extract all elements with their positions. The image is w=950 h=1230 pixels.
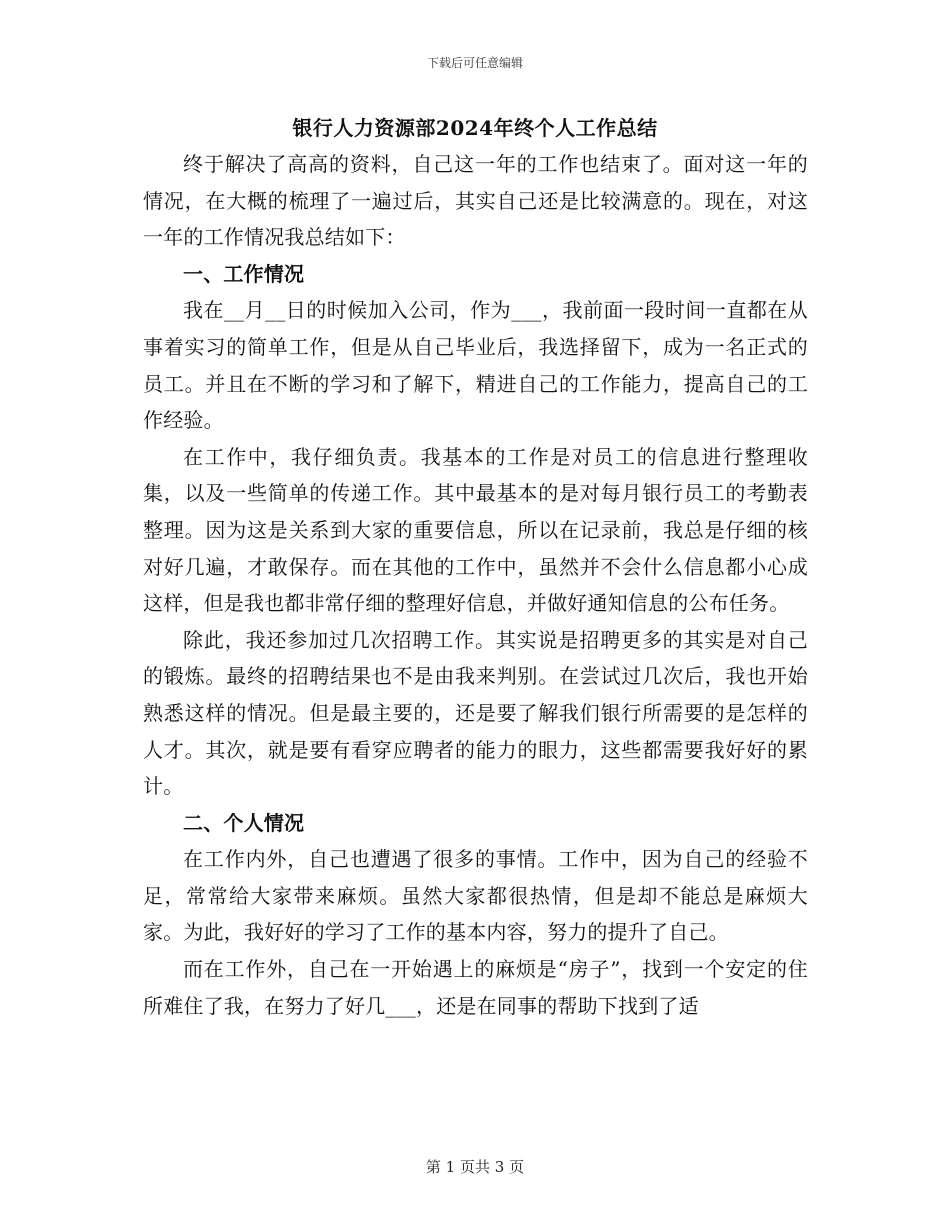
header-note: 下载后可任意编辑 <box>426 56 523 70</box>
section-heading-work: 一、工作情况 <box>183 261 305 286</box>
intro-paragraph: 终于解决了高高的资料，自己这一年的工作也结束了。面对这一年的情况，在大概的梳理了一遍过后，其实自己还是比较满意的。现在，对这一年的工作情况我总结如下： <box>143 152 808 250</box>
personal-paragraph-2: 而在工作外，自己在一开始遇上的麻烦是“房子”，找到一个安定的住所难住了我，在努力了好几___，还是在同事的帮助下找到了适 <box>143 957 808 1018</box>
personal-paragraph-1: 在工作内外，自己也遭遇了很多的事情。工作中，因为自己的经验不足，常常给大家带来麻烦。虽然大家都很热情，但是却不能总是麻烦大家。为此，我好好的学习了工作的基本内容，努力的提升了自己。 <box>143 847 808 945</box>
work-paragraph-1: 我在__月__日的时候加入公司，作为___，我前面一段时间一直都在从事着实习的简单工作，但是从自己毕业后，我选择留下，成为一名正式的员工。并且在不断的学习和了解下，精进自己的工作能力，提高自己的工作经验。 <box>143 298 808 433</box>
document-title: 银行人力资源部2024年终个人工作总结 <box>292 116 658 140</box>
work-paragraph-3: 除此，我还参加过几次招聘工作。其实说是招聘更多的其实是对自己的锻炼。最终的招聘结果也不是由我来判别。在尝试过几次后，我也开始熟悉这样的情况。但是最主要的，还是要了解我们银行所需要的是怎样的人才。其次，就是要有看穿应聘者的能力的眼力，这些都需要我好好的累计。 <box>143 627 808 799</box>
section-heading-personal: 二、个人情况 <box>183 810 305 835</box>
document-body <box>143 146 808 1024</box>
page-number: 第 1 页共 3 页 <box>425 1158 525 1176</box>
work-paragraph-2: 在工作中，我仔细负责。我基本的工作是对员工的信息进行整理收集，以及一些简单的传递工作。其中最基本的是对每月银行员工的考勤表整理。因为这是关系到大家的重要信息，所以在记录前，我总是仔细的核对好几遍，才敢保存。而在其他的工作中，虽然并不会什么信息都小心成这样，但是我也都非常仔细的整理好信息，并做好通知信息的公布任务。 <box>143 444 808 616</box>
